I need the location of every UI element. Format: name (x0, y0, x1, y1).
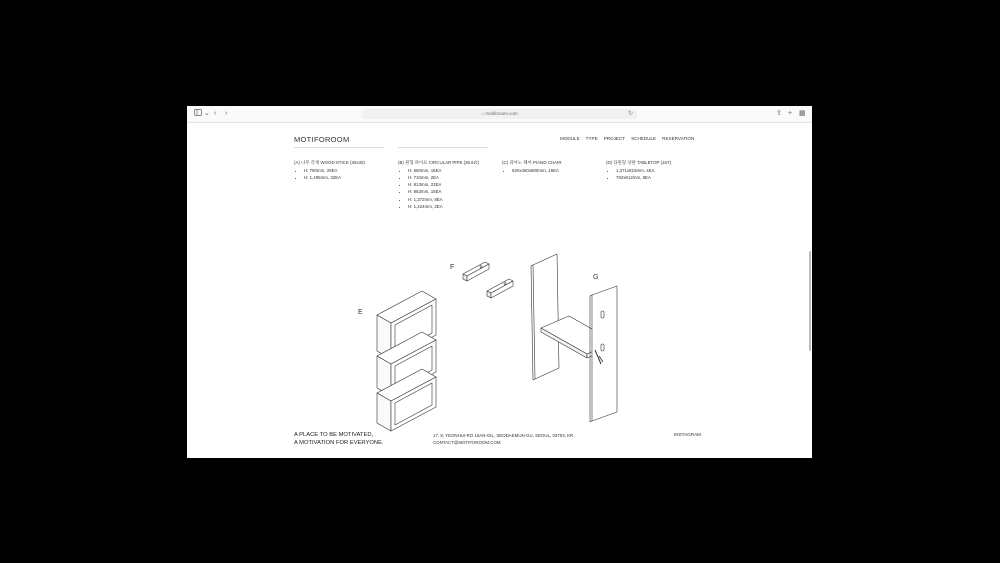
browser-window (187, 106, 812, 458)
slogan-line-1: A PLACE TO BE MOTIVATED, (294, 432, 374, 438)
part-item: • H: 1,495mm, 32EA (304, 174, 365, 181)
part-heading: (B) 원형 파이프 CIRCULAR PIPE (26.6∅) (398, 160, 479, 165)
lock-icon: ⌂ (481, 111, 486, 116)
reload-icon[interactable]: ↻ (627, 111, 633, 117)
tall-panel (531, 254, 559, 380)
part-item: • 920x460x800mm, 16EA (512, 167, 562, 174)
footer-slogan (294, 431, 384, 447)
forward-icon[interactable]: › (225, 110, 228, 117)
footer-contact-email[interactable]: CONTACT@MOTIFOROOM.COM (433, 440, 501, 445)
part-heading: (D) 타원형 상판 TABLETOP (15T) (606, 160, 672, 165)
slogan-line-2: A MOTIVATION FOR EVERYONE. (294, 440, 384, 446)
part-item: • H: 863mm, 16EA (408, 188, 479, 195)
label-e: E (358, 309, 363, 316)
label-f: F (450, 264, 455, 271)
label-g: G (593, 274, 599, 281)
shelf-module-e (377, 291, 436, 431)
part-item: • 1,371x815mm, 4EA (616, 167, 671, 174)
footer-address-block (433, 432, 573, 446)
part-item: • 762x612mm, 8EA (616, 174, 671, 181)
part-heading: (A) 나무 각재 WOOD STICK (30x30) (294, 160, 365, 165)
nav-module[interactable]: MODULE (560, 136, 580, 141)
back-icon[interactable]: ‹ (214, 110, 217, 117)
new-tab-icon[interactable]: + (788, 110, 793, 117)
nav-type[interactable]: TYPE (585, 136, 598, 141)
part-item: • H: 1,372mm, 8EA (408, 196, 479, 203)
part-item: • H: 790mm, 25EA (304, 167, 365, 174)
site-logo[interactable]: MOTIFOROOM (294, 135, 350, 144)
nav-reservation[interactable]: RESERVATION (662, 136, 695, 141)
connector-plates-f (463, 262, 513, 298)
footer-address: 17, 8, YEONHUI-RO 15AN-GIL, SEODAEMUN-GU, SEOUL, 03703, KR (433, 433, 574, 438)
part-item: • H: 710mm, 2EA (408, 174, 479, 181)
tab-overview-icon[interactable]: ▦ (799, 110, 806, 117)
chevron-down-icon[interactable]: ⌄ (204, 110, 210, 117)
instagram-link[interactable]: INSTAGRAM (674, 432, 701, 437)
assembly-drawing (187, 106, 812, 458)
part-item: • H: 660mm, 16EA (408, 167, 479, 174)
part-item: • H: 813mm, 22EA (408, 181, 479, 188)
address-url: motiforoom.com (485, 111, 518, 116)
nav-schedule[interactable]: SCHEDULE (631, 136, 657, 141)
part-item: • H: 1,424mm, 2EA (408, 203, 479, 210)
part-heading: (C) 피아노 체어 PIANO CHAIR (502, 160, 562, 165)
nav-project[interactable]: PROJECT (603, 136, 626, 141)
share-icon[interactable]: ⇪ (776, 110, 782, 117)
